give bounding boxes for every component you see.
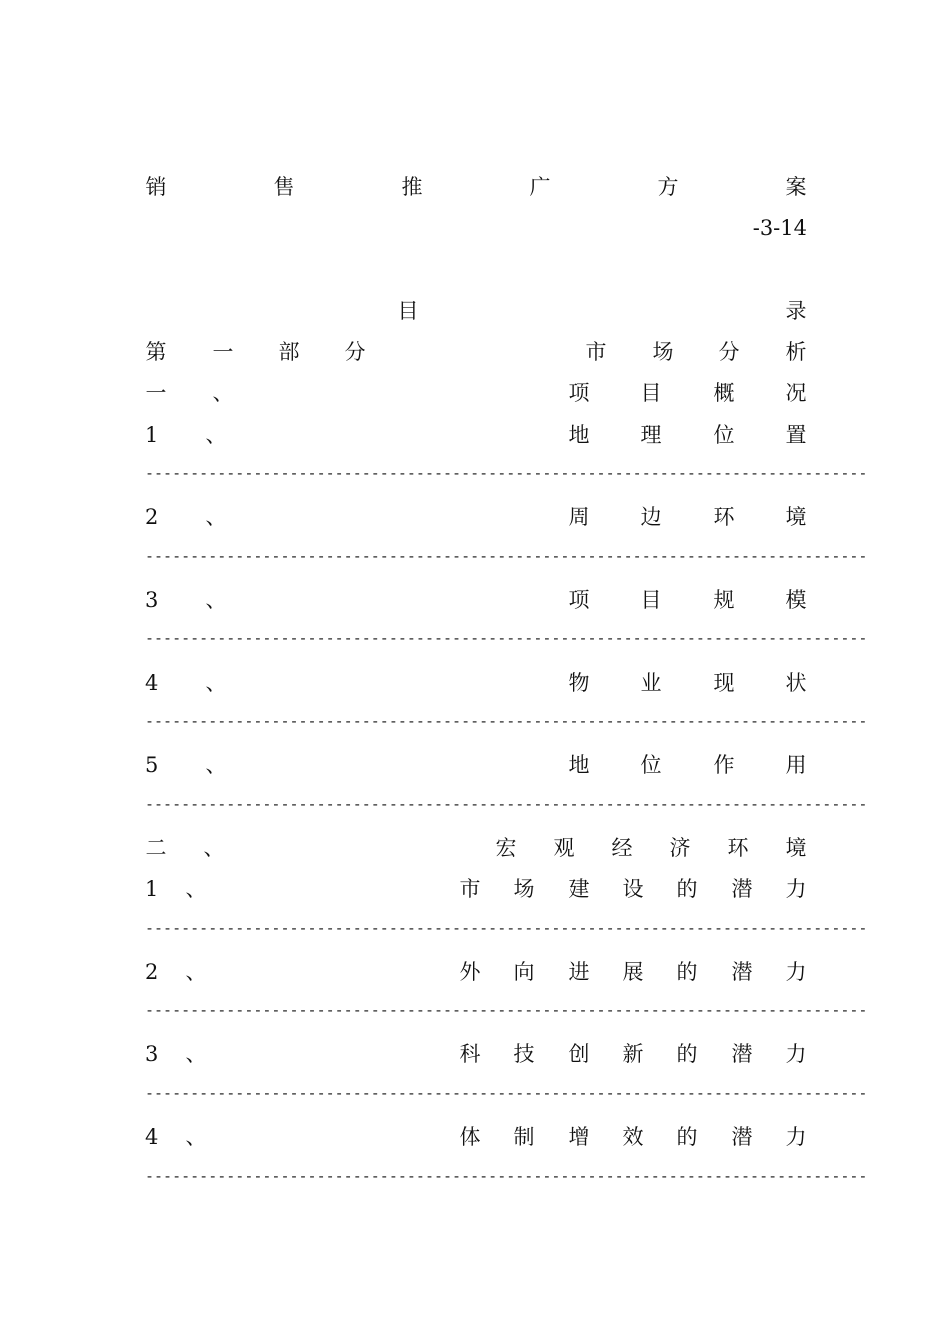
toc-item[interactable] bbox=[145, 668, 807, 698]
toc-item-separator: 、 bbox=[185, 1125, 207, 1149]
toc-item-char: 业 bbox=[640, 671, 662, 695]
section-title-char: 济 bbox=[669, 836, 691, 860]
toc-item-char: 潜 bbox=[731, 1042, 753, 1066]
section-title-char: 况 bbox=[785, 381, 807, 405]
part-heading bbox=[145, 337, 807, 367]
toc-item-char: 置 bbox=[785, 423, 807, 447]
toc-item-char: 的 bbox=[676, 960, 698, 984]
toc-item-separator: 、 bbox=[205, 753, 227, 777]
toc-heading-left: 目 bbox=[397, 299, 419, 323]
part-title-char: 场 bbox=[652, 340, 674, 364]
toc-item[interactable] bbox=[145, 1122, 807, 1152]
leader-line: -------------------------------------------------------------------------------- bbox=[145, 712, 868, 730]
toc-item[interactable] bbox=[145, 750, 807, 780]
toc-item-char: 场 bbox=[513, 877, 535, 901]
toc-item-char: 项 bbox=[568, 588, 590, 612]
toc-item-separator: 、 bbox=[205, 671, 227, 695]
toc-item-char: 理 bbox=[640, 423, 662, 447]
toc-item-char: 规 bbox=[713, 588, 735, 612]
toc-item-char: 潜 bbox=[731, 960, 753, 984]
title-char: 案 bbox=[785, 175, 807, 199]
section-heading bbox=[145, 833, 807, 863]
section-heading bbox=[145, 378, 807, 408]
section-title-char: 宏 bbox=[495, 836, 517, 860]
toc-item-char: 技 bbox=[513, 1042, 535, 1066]
toc-item-number: 2 bbox=[145, 960, 159, 984]
section-title-char: 观 bbox=[553, 836, 575, 860]
toc-item-char: 边 bbox=[640, 505, 662, 529]
title-char: 广 bbox=[529, 175, 551, 199]
toc-item-char: 力 bbox=[785, 1125, 807, 1149]
section-number: 一 bbox=[145, 381, 167, 405]
toc-item-char: 位 bbox=[713, 423, 735, 447]
toc-item-separator: 、 bbox=[185, 960, 207, 984]
toc-item-char: 现 bbox=[713, 671, 735, 695]
leader-line: -------------------------------------------------------------------------------- bbox=[145, 629, 868, 647]
part-label-char: 第 bbox=[145, 340, 167, 364]
toc-item-char: 用 bbox=[785, 753, 807, 777]
toc-item-char: 向 bbox=[513, 960, 535, 984]
section-number: 二 bbox=[145, 836, 167, 860]
toc-item-char: 科 bbox=[459, 1042, 481, 1066]
document-title bbox=[145, 172, 807, 202]
section-separator: 、 bbox=[203, 836, 225, 860]
section-title-char: 境 bbox=[785, 836, 807, 860]
toc-item-char: 力 bbox=[785, 1042, 807, 1066]
section-title-char: 概 bbox=[713, 381, 735, 405]
toc-item-char: 的 bbox=[676, 1042, 698, 1066]
toc-item-char: 地 bbox=[568, 423, 590, 447]
toc-item[interactable] bbox=[145, 874, 807, 904]
leader-line: -------------------------------------------------------------------------------- bbox=[145, 1167, 868, 1185]
toc-item-number: 4 bbox=[145, 1125, 159, 1149]
toc-item-number: 1 bbox=[145, 423, 159, 447]
toc-item-char: 创 bbox=[568, 1042, 590, 1066]
toc-item-char: 外 bbox=[459, 960, 481, 984]
toc-item-char: 周 bbox=[568, 505, 590, 529]
leader-line: -------------------------------------------------------------------------------- bbox=[145, 547, 868, 565]
leader-line: -------------------------------------------------------------------------------- bbox=[145, 1084, 868, 1102]
section-title-char: 经 bbox=[611, 836, 633, 860]
toc-item-char: 的 bbox=[676, 877, 698, 901]
toc-item-number: 4 bbox=[145, 671, 159, 695]
toc-item-char: 展 bbox=[622, 960, 644, 984]
toc-item-number: 2 bbox=[145, 505, 159, 529]
section-title-char: 目 bbox=[640, 381, 662, 405]
toc-item-separator: 、 bbox=[205, 505, 227, 529]
toc-item-separator: 、 bbox=[205, 423, 227, 447]
part-label-char: 部 bbox=[278, 340, 300, 364]
toc-item-char: 潜 bbox=[731, 877, 753, 901]
toc-heading bbox=[145, 296, 807, 326]
toc-item-char: 物 bbox=[568, 671, 590, 695]
title-char: 售 bbox=[273, 175, 295, 199]
section-title-char: 项 bbox=[568, 381, 590, 405]
toc-item-char: 境 bbox=[785, 505, 807, 529]
toc-item-char: 的 bbox=[676, 1125, 698, 1149]
part-label-char: 分 bbox=[344, 340, 366, 364]
toc-item[interactable] bbox=[145, 502, 807, 532]
leader-line: -------------------------------------------------------------------------------- bbox=[145, 795, 868, 813]
toc-item-number: 3 bbox=[145, 1042, 159, 1066]
toc-item[interactable] bbox=[145, 1039, 807, 1069]
toc-item-number: 5 bbox=[145, 753, 159, 777]
toc-item[interactable] bbox=[145, 957, 807, 987]
toc-item-char: 市 bbox=[459, 877, 481, 901]
toc-item-char: 体 bbox=[459, 1125, 481, 1149]
toc-item-char: 增 bbox=[568, 1125, 590, 1149]
part-label-char: 一 bbox=[212, 340, 234, 364]
part-title-char: 分 bbox=[718, 340, 740, 364]
toc-item-char: 状 bbox=[785, 671, 807, 695]
toc-item-separator: 、 bbox=[185, 877, 207, 901]
section-title-char: 环 bbox=[727, 836, 749, 860]
title-char: 推 bbox=[401, 175, 423, 199]
toc-item-char: 力 bbox=[785, 877, 807, 901]
toc-item-number: 3 bbox=[145, 588, 159, 612]
document-date: -3-14 bbox=[752, 216, 807, 240]
toc-item-separator: 、 bbox=[185, 1042, 207, 1066]
part-title-char: 市 bbox=[585, 340, 607, 364]
toc-item-number: 1 bbox=[145, 877, 159, 901]
leader-line: -------------------------------------------------------------------------------- bbox=[145, 464, 868, 482]
title-char: 销 bbox=[145, 175, 167, 199]
part-title-char: 析 bbox=[785, 340, 807, 364]
toc-item[interactable] bbox=[145, 585, 807, 615]
section-separator: 、 bbox=[212, 381, 234, 405]
toc-item-char: 建 bbox=[568, 877, 590, 901]
toc-item-char: 设 bbox=[622, 877, 644, 901]
toc-item-separator: 、 bbox=[205, 588, 227, 612]
toc-item-char: 潜 bbox=[731, 1125, 753, 1149]
document-date-row bbox=[145, 213, 807, 243]
title-char: 方 bbox=[657, 175, 679, 199]
toc-item-char: 力 bbox=[785, 960, 807, 984]
toc-item-char: 效 bbox=[622, 1125, 644, 1149]
toc-item-char: 位 bbox=[640, 753, 662, 777]
toc-item-char: 作 bbox=[713, 753, 735, 777]
toc-item-char: 环 bbox=[713, 505, 735, 529]
toc-heading-right: 录 bbox=[785, 299, 807, 323]
toc-item-char: 模 bbox=[785, 588, 807, 612]
leader-line: -------------------------------------------------------------------------------- bbox=[145, 919, 868, 937]
leader-line: -------------------------------------------------------------------------------- bbox=[145, 1001, 868, 1019]
toc-item[interactable] bbox=[145, 420, 807, 450]
toc-item-char: 新 bbox=[622, 1042, 644, 1066]
toc-item-char: 地 bbox=[568, 753, 590, 777]
toc-item-char: 制 bbox=[513, 1125, 535, 1149]
toc-item-char: 进 bbox=[568, 960, 590, 984]
toc-item-char: 目 bbox=[640, 588, 662, 612]
